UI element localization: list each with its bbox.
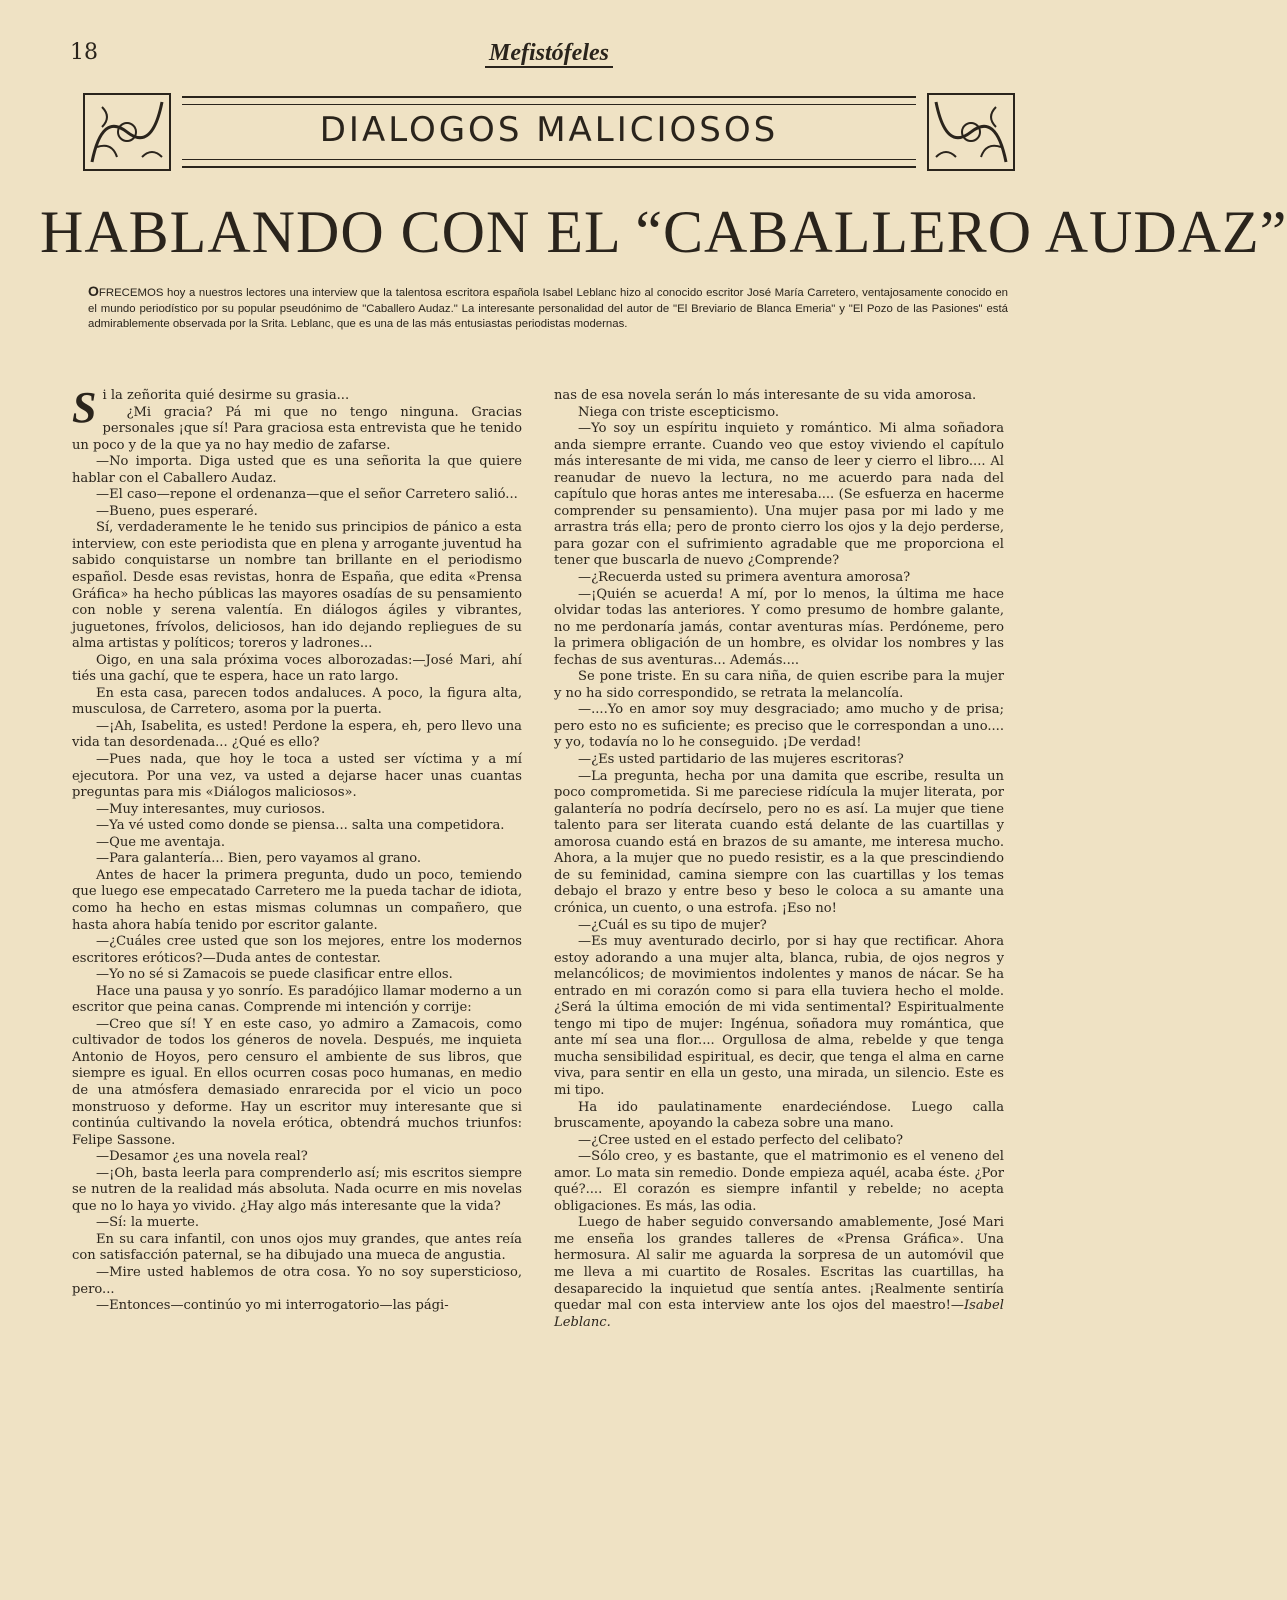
article-headline: HABLANDO CON EL “CABALLERO AUDAZ” [40,199,1287,265]
paragraph: —Desamor ¿es una novela real? [96,1149,308,1165]
paragraph: —Para galantería... Bien, pero vayamos al grano. [96,851,422,867]
intro-initial: O [88,283,99,299]
article-intro [88,284,1008,333]
left-column [72,383,522,1315]
paragraph: —¿Cuál es su tipo de mujer? [578,917,767,933]
paragraph: Oigo, en una sala próxima voces alborozadas:—José Mari, ahí tiés una gachí, que te espera, hace un rato largo. [72,652,522,685]
paragraph: Luego de haber seguido conversando amablemente, José Mari me enseña los grandes talleres de «Prensa Gráfica». Una hermosura. Al salir me aguarda la sorpresa de un automóvil que me lleva a mi cuartito de Rosales. Escritas las cuartillas, ha desaparecido la inquietud que sentía antes. ¡Realmente sentiría quedar mal con esta interview ante los ojos del maestro!—Isabel Leblanc. [554,1215,1004,1330]
paragraph: Antes de hacer la primera pregunta, dudo un poco, temiendo que luego ese empecatado Carretero me la pueda tachar de idiota, como ha hecho en estas mismas columnas un compañero, que hasta ahora había tenido por escritor galante. [72,867,522,933]
paragraph: —Entonces—continúo yo mi interrogatorio—las pági- [96,1298,449,1314]
paragraph: —¿Cree usted en el estado perfecto del celibato? [578,1132,904,1148]
paragraph: Si la zeñorita quié desirme su grasia... [72,383,350,432]
paragraph: —Yo no sé si Zamacois se puede clasificar entre ellos. [96,967,453,983]
paragraph: nas de esa novela serán lo más interesante de su vida amorosa. [554,388,977,403]
drop-cap: S [72,383,97,432]
paragraph: Sí, verdaderamente le he tenido sus principios de pánico a esta interview, con este periodista que en plena y arrogante juventud ha sabido conquistarse un nombre tan brillante en el periodismo español. Desde esas revistas, honra de España, que edita «Prensa Gráfica» ha hecho públicas las mayores osadías de su pensamiento con noble y serena valentía. En diálogos ágiles y vibrantes, juguetones, frívolos, deliciosos, han ido dejando repliegues de su alma artistas y políticos; toreros y ladrones... [72,520,522,652]
paragraph: —¡Ah, Isabelita, es usted! Perdone la espera, eh, pero llevo una vida tan desordenada... ¿Qué es ello? [72,718,522,751]
paragraph: —El caso—repone el ordenanza—que el señor Carretero salió... [96,487,518,503]
paragraph: En su cara infantil, con unos ojos muy grandes, que antes reía con satisfacción paternal, se ha dibujado una mueca de angustia. [72,1231,522,1264]
paragraph: —¿Recuerda usted su primera aventura amorosa? [578,570,911,586]
paragraph: —Sólo creo, y es bastante, que el matrimonio es el veneno del amor. Lo mata sin remedio. Donde empieza aquél, acaba éste. ¿Por qué?.... El corazón es siempre infantil y rebelde; no acepta obligaciones. Es más, las odia. [554,1149,1004,1214]
paragraph: —¿Es usted partidario de las mujeres escritoras? [578,752,904,768]
paragraph: Hace una pausa y yo sonrío. Es paradójico llamar moderno a un escritor que peina canas. Comprende mi intención y corrije: [72,983,522,1016]
section-banner [82,92,1016,172]
paragraph: —La pregunta, hecha por una damita que escribe, resulta un poco comprometida. Si me pareciese ridícula la mujer literata, por galantería no podría decírselo, pero no es así. La mujer que tiene talento para ser literata cuando está delante de las cuartillas y amorosa cuando está en brazos de su amante, me interesa mucho. Ahora, a la mujer que no puedo resistir, es a la que prescindiendo de su feminidad, camina siempre con las cuartillas y los temas debajo el brazo y entre beso y beso le coloca a su amante una crónica, un cuento, o una estrofa. ¡Eso no! [554,768,1004,916]
paragraph: —¡Quién se acuerda! A mí, por lo menos, la última me hace olvidar todas las anteriores. Y como presumo de hombre galante, no me perdonaría jamás, contar aventuras mías. Perdóneme, pero la primera obligación de un hombre, es olvidar los nombres y las fechas de sus aventuras... Además.... [554,586,1004,668]
paragraph: —....Yo en amor soy muy desgraciado; amo mucho y de prisa; pero esto no es suficiente; es preciso que le correspondan a uno.... y yo, todavía no lo he conseguido. ¡De verdad! [554,702,1004,751]
paragraph: Niega con triste escepticismo. [578,404,780,420]
author-signature: Isabel Leblanc. [554,1298,1004,1330]
paragraph: —¿Cuáles cree usted que son los mejores, entre los modernos escritores eróticos?—Duda antes de contestar. [72,934,522,966]
paragraph: —Es muy aventurado decirlo, por si hay que rectificar. Ahora estoy adorando a una mujer alta, blanca, rubia, de ojos negros y melancólicos; de movimientos indolentes y manos de nácar. Se ha entrado en mi corazón como si para ella tuviera hecho el molde. ¿Será la última emoción de mi vida sentimental? Espiritualmente tengo mi tipo de mujer: Ingénua, soñadora muy romántica, que ante mí sea una flor.... Orgullosa de alma, rebelde y que tenga mucha sensibilidad espiritual, es decir, que tenga el alma en carne viva, para sentir en ella un gesto, una mirada, un silencio. Este es mi tipo. [554,934,1004,1098]
paragraph: —Que me aventaja. [96,834,225,850]
page-number: 18 [70,40,98,65]
floral-ornament-icon [82,92,172,172]
paragraph: —Muy interesantes, muy curiosos. [96,801,326,817]
paragraph: —Creo que sí! Y en este caso, yo admiro a Zamacois, como cultivador de todos los géneros de novela. Después, me inquieta Antonio de Hoyos, pero censuro el ambiente de sus libros, que siempre es igual. En ellos ocurren cosas poco humanas, en medio de una atmósfera demasiado enrarecida por el vicio un poco monstruoso y deforme. Hay un escritor muy interesante que si continúa cultivando la novela erótica, obtendrá muchos triunfos: Felipe Sassone. [72,1016,522,1148]
magazine-title [0,40,1098,67]
section-title: DIALOGOS MALICIOSOS [319,110,779,150]
paragraph: —Yo soy un espíritu inquieto y romántico. Mi alma soñadora anda siempre errante. Cuando veo que estoy viviendo el capítulo más interesante de mi vida, me canso de leer y cierro el libro.... Al reanudar de nuevo la lectura, no me acuerdo para nada del capítulo que horas antes me interesaba.... (Se esfuerza en hacerme comprender su pensamiento). Una mujer pasa por mi lado y me arrastra trás ella; pero de pronto cierro los ojos y la dejo perderse, para gozar con el sufrimiento agradable que me proporciona el tener que buscarla de nuevo ¿Comprende? [554,421,1004,569]
paragraph: —Sí: la muerte. [96,1215,200,1231]
right-column [554,388,1004,1331]
floral-ornament-icon [926,92,1016,172]
paragraph: Se pone triste. En su cara niña, de quien escribe para la mujer y no ha sido correspondido, se retrata la melancolía. [554,669,1004,701]
paragraph: —No importa. Diga usted que es una señorita la que quiere hablar con el Caballero Audaz. [72,454,522,486]
paragraph: —¡Oh, basta leerla para comprenderlo así; mis escritos siempre se nutren de la realidad más absoluta. Nada ocurre en mis novelas que no lo haya yo vivido. ¿Hay algo más interesante que la vida? [72,1165,522,1214]
paragraph: —Mire usted hablemos de otra cosa. Yo no soy supersticioso, pero... [72,1264,522,1297]
paragraph: —Ya vé usted como donde se piensa... salta una competidora. [96,818,505,834]
paragraph: —Bueno, pues esperaré. [96,503,258,519]
paragraph: En esta casa, parecen todos andaluces. A poco, la figura alta, musculosa, de Carretero, asoma por la puerta. [72,685,522,718]
paragraph: —Pues nada, que hoy le toca a usted ser víctima y a mí ejecutora. Por una vez, va usted a dejarse hacer unas cuantas preguntas para mis «Diálogos maliciosos». [72,752,522,801]
magazine-name: Mefistófeles [485,40,613,68]
intro-text: FRECEMOS hoy a nuestros lectores una interview que la talentosa escritora española Isabel Leblanc hizo al conocido escritor José María Carretero, ventajosamente conocido en el mundo periodístico por su popular pseudónimo de "Caballero Audaz." La interesante personalidad del autor de "El Breviario de Blanca Emeria" y "El Pozo de las Pasiones" está admirablemente observada por la Srita. Leblanc, que es una de las más entusiastas periodistas modernas. [88,287,1008,330]
paragraph: ¿Mi gracia? Pá mi que no tengo ninguna. Gracias personales ¡que sí! Para graciosa esta entrevista que he tenido un poco y de la que ya no hay medio de zafarse. [72,404,522,453]
paragraph: Ha ido paulatinamente enardeciéndose. Luego calla bruscamente, apoyando la cabeza sobre una mano. [554,1099,1004,1132]
